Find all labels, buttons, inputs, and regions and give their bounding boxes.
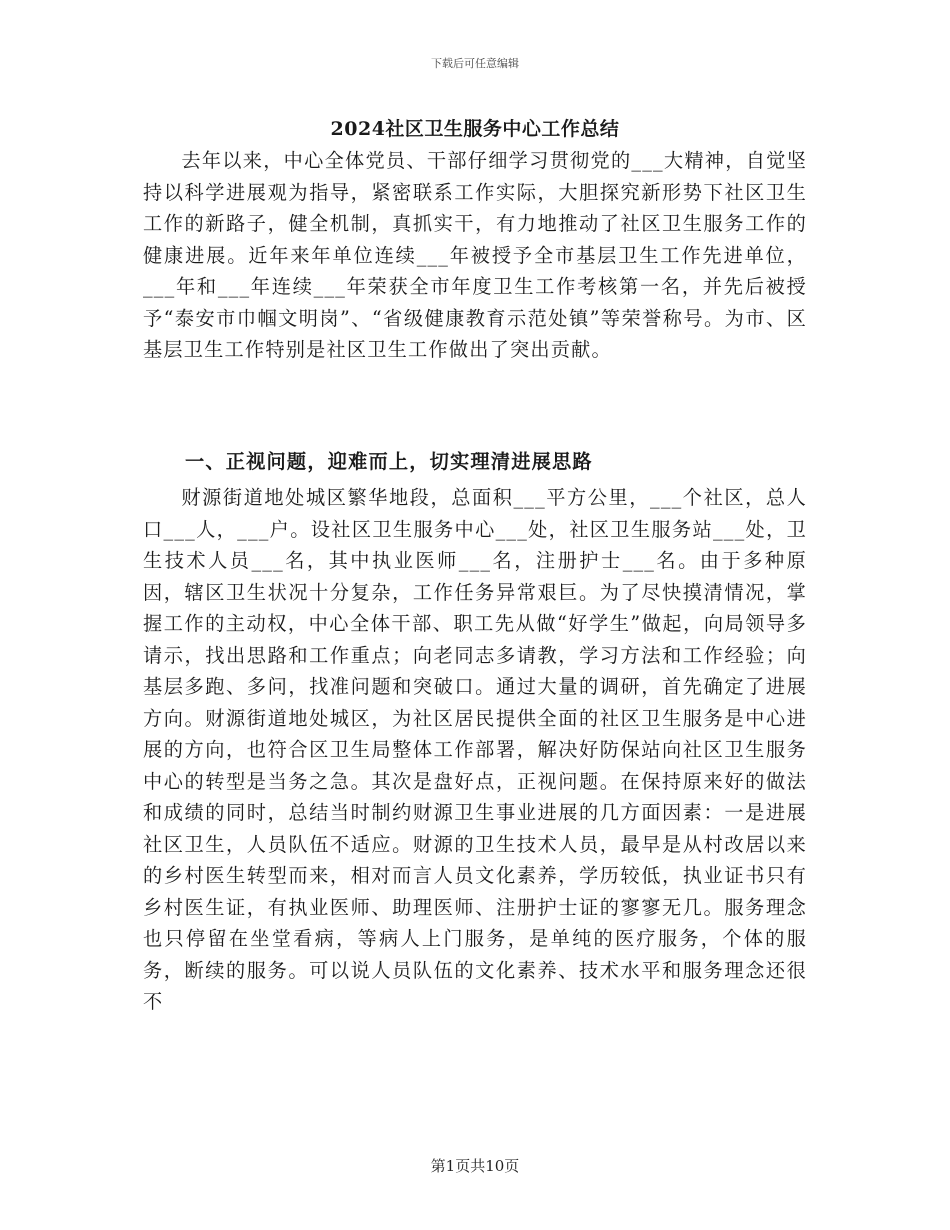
body-paragraph-2 (143, 482, 807, 1018)
page-header-note: 下载后可任意编辑 (431, 57, 519, 70)
body-paragraph-1 (143, 145, 807, 366)
page-number: 第1页共10页 (430, 1157, 520, 1175)
paragraph-text: 去年以来，中心全体党员、干部仔细学习贯彻党的___大精神，自觉坚持以科学进展观为指导，紧密联系工作实际，大胆探究新形势下社区卫生工作的新路子，健全机制，真抓实干，有力地推动了社区卫生服务工作的健康进展。近年来年单位连续___年被授予全市基层卫生工作先进单位，___年和___年连续___年荣获全市年度卫生工作考核第一名，并先后被授予“泰安市巾帼文明岗”、“省级健康教育示范处镇”等荣誉称号。为市、区基层卫生工作特别是社区卫生工作做出了突出贡献。 (143, 149, 807, 361)
document-title: 2024社区卫生服务中心工作总结 (330, 118, 620, 140)
section-heading: 一、正视问题，迎难而上，切实理清进展思路 (185, 450, 593, 473)
paragraph-text: 财源街道地处城区繁华地段，总面积___平方公里，___个社区，总人口___人，___户。设社区卫生服务中心___处，社区卫生服务站___处，卫生技术人员___名，其中执业医师___名，注册护士___名。由于多种原因，辖区卫生状况十分复杂，工作任务异常艰巨。为了尽快摸清情况，掌握工作的主动权，中心全体干部、职工先从做“好学生”做起，向局领导多请示，找出思路和工作重点；向老同志多请教，学习方法和工作经验；向基层多跑、多问，找准问题和突破口。通过大量的调研，首先确定了进展方向。财源街道地处城区，为社区居民提供全面的社区卫生服务是中心进展的方向，也符合区卫生局整体工作部署，解决好防保站向社区卫生服务中心的转型是当务之急。其次是盘好点，正视问题。在保持原来好的做法和成绩的同时，总结当时制约财源卫生事业进展的几方面因素：一是进展社区卫生，人员队伍不适应。财源的卫生技术人员，最早是从村改居以来的乡村医生转型而来，相对而言人员文化素养，学历较低，执业证书只有乡村医生证，有执业医师、助理医师、注册护士证的寥寥无几。服务理念也只停留在坐堂看病，等病人上门服务，是单纯的医疗服务，个体的服务，断续的服务。可以说人员队伍的文化素养、技术水平和服务理念还很不 (143, 486, 807, 1013)
